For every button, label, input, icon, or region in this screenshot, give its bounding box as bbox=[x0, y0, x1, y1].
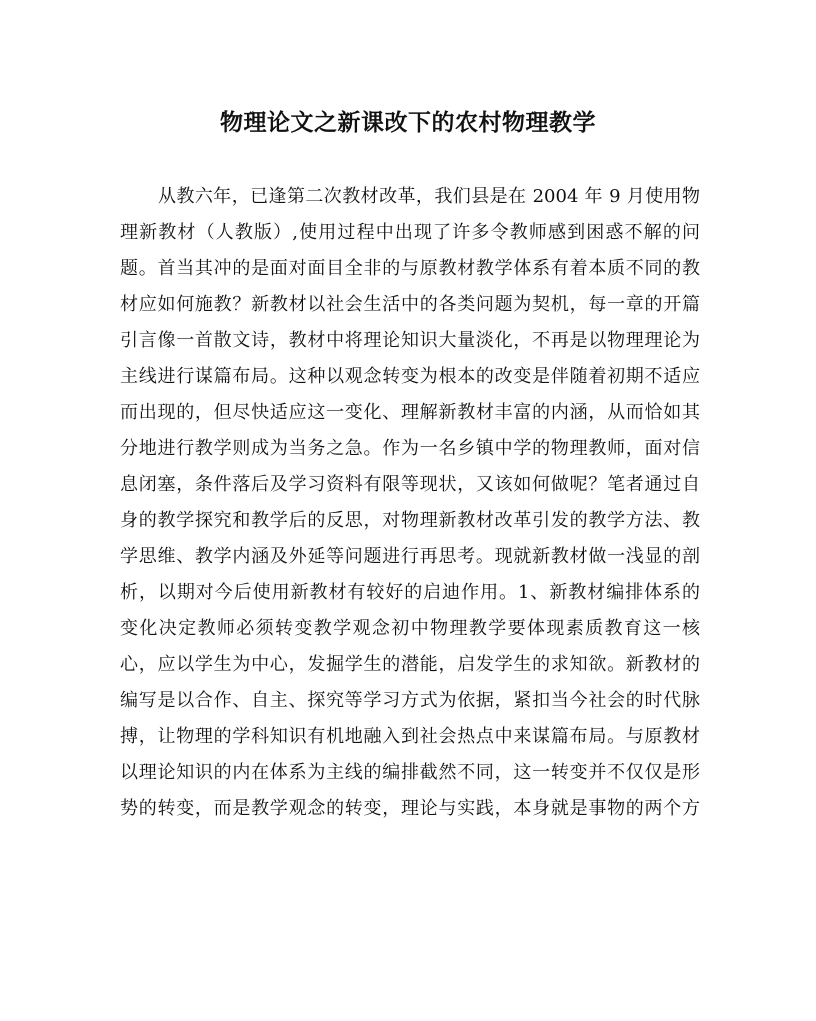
body-line: 学思维、教学内涵及外延等问题进行再思考。现就新教材做一浅显的剖 bbox=[120, 546, 700, 567]
body-line: 心，应以学生为中心，发掘学生的潜能，启发学生的求知欲。新教材的 bbox=[120, 654, 700, 675]
body-line: 从教六年，已逢第二次教材改革，我们县是在 2004 年 9 月使用物 bbox=[158, 186, 700, 207]
body-line: 引言像一首散文诗，教材中将理论知识大量淡化，不再是以物理理论为 bbox=[120, 330, 700, 351]
document-title: 物理论文之新课改下的农村物理教学 bbox=[220, 109, 596, 136]
body-line: 分地进行教学则成为当务之急。作为一名乡镇中学的物理教师，面对信 bbox=[120, 438, 700, 459]
body-line: 材应如何施教？新教材以社会生活中的各类问题为契机，每一章的开篇 bbox=[120, 294, 700, 315]
body-line: 搏，让物理的学科知识有机地融入到社会热点中来谋篇布局。与原教材 bbox=[120, 726, 700, 747]
body-line: 息闭塞，条件落后及学习资料有限等现状，又该如何做呢？笔者通过自 bbox=[120, 474, 700, 495]
body-line: 理新教材（人教版）,使用过程中出现了许多令教师感到困惑不解的问 bbox=[120, 222, 700, 243]
body-line: 编写是以合作、自主、探究等学习方式为依据，紧扣当今社会的时代脉 bbox=[120, 690, 700, 711]
body-line: 而出现的，但尽快适应这一变化、理解新教材丰富的内涵，从而恰如其 bbox=[120, 402, 700, 423]
body-line: 身的教学探究和教学后的反思，对物理新教材改革引发的教学方法、教 bbox=[120, 510, 700, 531]
body-line: 变化决定教师必须转变教学观念初中物理教学要体现素质教育这一核 bbox=[120, 618, 700, 639]
body-line: 题。首当其冲的是面对面目全非的与原教材教学体系有着本质不同的教 bbox=[120, 258, 700, 279]
body-line: 以理论知识的内在体系为主线的编排截然不同，这一转变并不仅仅是形 bbox=[120, 762, 700, 783]
body-line: 势的转变，而是教学观念的转变，理论与实践，本身就是事物的两个方 bbox=[120, 798, 700, 819]
body-line: 析，以期对今后使用新教材有较好的启迪作用。1、新教材编排体系的 bbox=[120, 582, 700, 603]
body-line: 主线进行谋篇布局。这种以观念转变为根本的改变是伴随着初期不适应 bbox=[120, 366, 700, 387]
document-body bbox=[120, 179, 700, 827]
